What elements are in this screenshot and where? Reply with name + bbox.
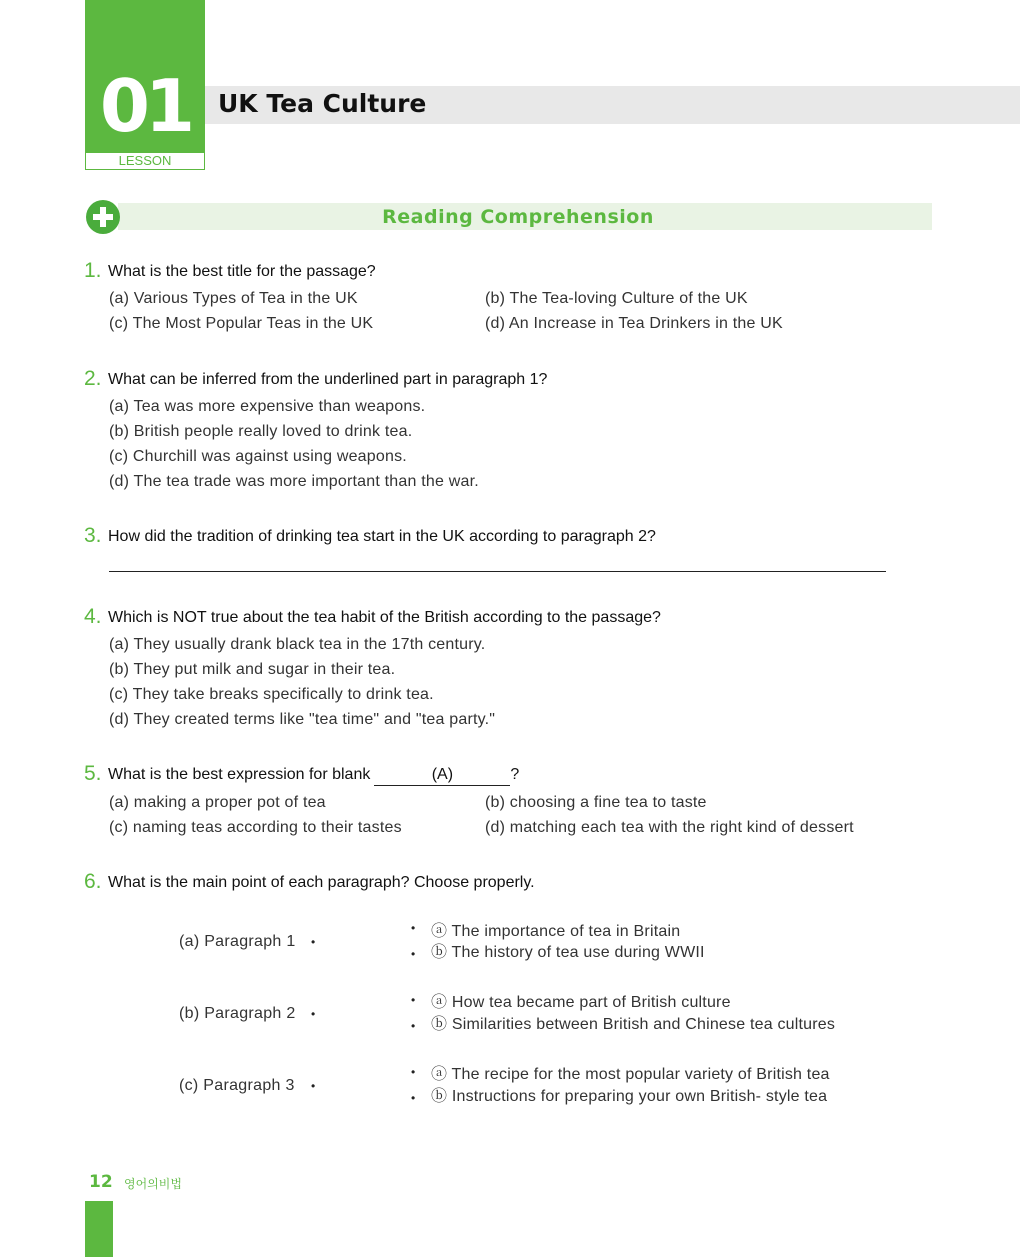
question-1-option-c: (c) The Most Popular Teas in the UK (109, 315, 374, 332)
question-1-number: 1. (84, 259, 102, 282)
question-3-number: 3. (84, 524, 102, 547)
question-1-text: What is the best title for the passage? (108, 263, 376, 280)
plus-icon (86, 200, 120, 234)
match-dot-left-3[interactable]: • (311, 1079, 316, 1093)
paragraph-3-choice-b: ⓑ Instructions for preparing your own British- style tea (431, 1088, 828, 1105)
question-2-option-a: (a) Tea was more expensive than weapons. (109, 398, 426, 415)
question-4-option-b: (b) They put milk and sugar in their tea. (109, 661, 396, 678)
match-dot-right-1b[interactable]: • (411, 947, 416, 961)
question-2-text: What can be inferred from the underlined part in paragraph 1? (108, 371, 548, 388)
match-dot-right-1a[interactable]: • (411, 921, 416, 935)
question-5-mark: ? (510, 766, 520, 783)
match-dot-right-2b[interactable]: • (411, 1019, 416, 1033)
question-3-text: How did the tradition of drinking tea start in the UK according to paragraph 2? (108, 528, 656, 545)
page-title: UK Tea Culture (218, 89, 427, 118)
paragraph-3-choice-a: ⓐ The recipe for the most popular variety of British tea (431, 1066, 830, 1083)
question-6-text: What is the main point of each paragraph? Choose properly. (108, 874, 535, 891)
lesson-badge (85, 0, 205, 170)
paragraph-2-choice-a: ⓐ How tea became part of British culture (431, 994, 731, 1011)
blank-a: (A) (374, 765, 510, 786)
match-dot-right-3a[interactable]: • (411, 1065, 416, 1079)
footer-tab (85, 1201, 113, 1257)
book-name: 영어의비법 (124, 1177, 182, 1191)
question-2-number: 2. (84, 367, 102, 390)
answer-line[interactable] (109, 571, 886, 572)
paragraph-1-choice-b: ⓑ The history of tea use during WWII (431, 944, 705, 961)
question-5-number: 5. (84, 762, 102, 785)
paragraph-3-label: (c) Paragraph 3 (179, 1077, 295, 1094)
question-1-option-b: (b) The Tea-loving Culture of the UK (485, 290, 748, 307)
lesson-label: LESSON (85, 152, 205, 170)
question-1-option-a: (a) Various Types of Tea in the UK (109, 290, 358, 307)
question-4-number: 4. (84, 605, 102, 628)
question-5-option-c: (c) naming teas according to their tastes (109, 819, 402, 836)
question-6-number: 6. (84, 870, 102, 893)
question-2-option-d: (d) The tea trade was more important than the war. (109, 473, 479, 490)
lesson-number: 01 (99, 64, 191, 148)
match-dot-right-3b[interactable]: • (411, 1091, 416, 1105)
question-4-option-a: (a) They usually drank black tea in the 17th century. (109, 636, 486, 653)
page-number: 12 (89, 1172, 113, 1192)
paragraph-1-label: (a) Paragraph 1 (179, 933, 296, 950)
question-1-option-d: (d) An Increase in Tea Drinkers in the UK (485, 315, 783, 332)
question-4-option-c: (c) They take breaks specifically to drink tea. (109, 686, 434, 703)
question-5-option-d: (d) matching each tea with the right kind of dessert (485, 819, 854, 836)
section-title: Reading Comprehension (382, 206, 654, 228)
question-5-option-a: (a) making a proper pot of tea (109, 794, 326, 811)
match-dot-left-1[interactable]: • (311, 935, 316, 949)
question-2-option-b: (b) British people really loved to drink tea. (109, 423, 413, 440)
question-4-text: Which is NOT true about the tea habit of the British according to the passage? (108, 609, 661, 626)
match-dot-right-2a[interactable]: • (411, 993, 416, 1007)
question-5-text (108, 765, 519, 786)
question-4-option-d: (d) They created terms like "tea time" and "tea party." (109, 711, 496, 728)
question-5-stem: What is the best expression for blank (108, 766, 371, 783)
question-2-option-c: (c) Churchill was against using weapons. (109, 448, 407, 465)
paragraph-2-choice-b: ⓑ Similarities between British and Chinese tea cultures (431, 1016, 836, 1033)
match-dot-left-2[interactable]: • (311, 1007, 316, 1021)
paragraph-2-label: (b) Paragraph 2 (179, 1005, 296, 1022)
question-5-option-b: (b) choosing a fine tea to taste (485, 794, 707, 811)
paragraph-1-choice-a: ⓐ The importance of tea in Britain (431, 923, 681, 940)
